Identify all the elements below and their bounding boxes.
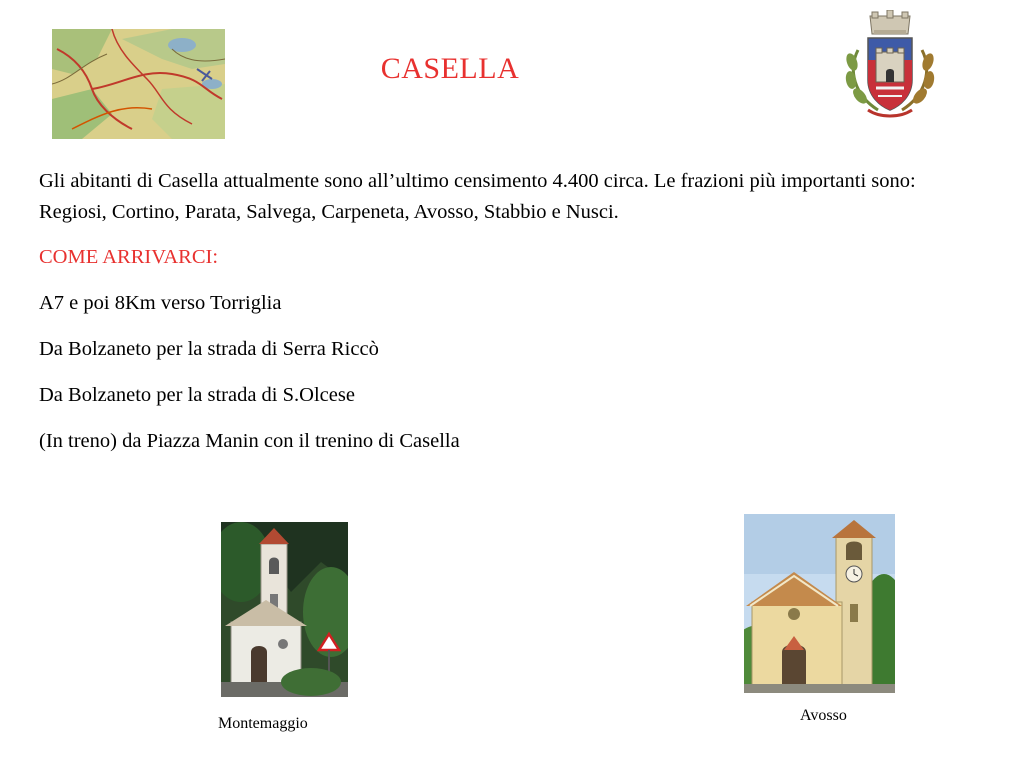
- intro-paragraph: Gli abitanti di Casella attualmente sono all’ultimo censimento 4.400 circa. Le frazioni più importanti sono: Regiosi, Cortino, Parata, Salvega, Carpeneta, Avosso, Stabbio e Nusci.: [39, 170, 916, 223]
- directions-heading: COME ARRIVARCI:: [39, 246, 219, 268]
- page-title: CASELLA: [380, 52, 520, 85]
- caption-avosso: Avosso: [800, 707, 847, 724]
- caption-montemaggio: Montemaggio: [218, 715, 308, 732]
- photo-montemaggio: [221, 522, 348, 697]
- body-text: [39, 166, 979, 472]
- coat-of-arms: [838, 10, 942, 122]
- direction-item: Da Bolzaneto per la strada di Serra Riccò: [39, 338, 379, 360]
- direction-item: (In treno) da Piazza Manin con il trenino di Casella: [39, 430, 460, 452]
- direction-item: A7 e poi 8Km verso Torriglia: [39, 292, 282, 314]
- direction-item: Da Bolzaneto per la strada di S.Olcese: [39, 384, 355, 406]
- map-thumbnail: [52, 29, 225, 139]
- photo-avosso: [744, 514, 895, 693]
